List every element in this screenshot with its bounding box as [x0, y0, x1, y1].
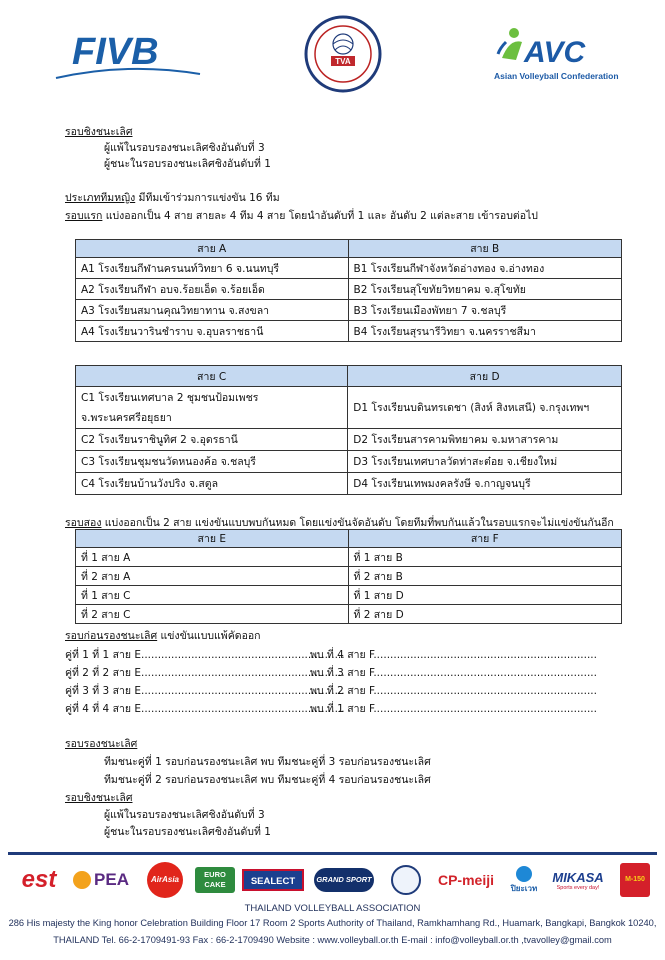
mikasa-text: MIKASA [552, 869, 604, 885]
quarter-pair-2-right: พบ ที่ 3 สาย F................................................................... [310, 667, 597, 679]
footer-divider [8, 852, 657, 855]
grandsport-text: GRAND SPORT [314, 868, 374, 892]
table-cell: D3 โรงเรียนเทศบาลวัดท่าสะต๋อย จ.เชียงใหม่ [348, 451, 622, 473]
sponsor-grandsport-logo [312, 862, 376, 898]
tva-seal [303, 14, 383, 94]
tva-badge-text: TVA [335, 57, 351, 66]
semi-title: รอบรองชนะเลิศ [65, 738, 138, 750]
table-cell: D1 โรงเรียนบดินทรเดชา (สิงห์ สิงหเสนี) จ.กรุงเทพฯ [348, 387, 622, 429]
round2-label: รอบสอง [65, 517, 102, 529]
avc-logo [492, 24, 632, 84]
final-title-bottom: รอบชิงชนะเลิศ [65, 792, 133, 804]
table-cell: C3 โรงเรียนชุมชนวัดหนองค้อ จ.ชลบุรี [76, 451, 348, 473]
mikasa-tagline: Sports every day! [556, 884, 600, 891]
table-cell: C1 โรงเรียนเทศบาล 2 ชุมชนป้อมเพชร จ.พระนครศรีอยุธยา [76, 387, 348, 429]
women-category [65, 189, 280, 206]
quarter-pair-4-right: พบ ที่ 1 สาย F................................................................... [310, 703, 597, 715]
sponsor-sat-seal-icon [388, 862, 424, 898]
round1-label: รอบแรก [65, 210, 103, 222]
pool-b-header: สาย B [348, 240, 621, 258]
sponsor-pea-logo [66, 862, 136, 898]
m150-text: M-150 [620, 863, 650, 897]
fivb-text: FIVB [72, 31, 159, 73]
pea-emblem-icon [73, 871, 91, 889]
pool-a-header: สาย A [76, 240, 349, 258]
final-line-bottom-2: ผู้ชนะในรอบรองชนะเลิศชิงอันดับที่ 1 [104, 826, 271, 838]
footer-address: 286 His majesty the King honor Celebration Building Floor 17 Room 2 Sports Authority of Thailand, Ramkhamhang Rd., Huamark, Bangkapi, Bangkok 10240, [8, 918, 657, 928]
table-cell: ที่ 2 สาย C [76, 605, 349, 624]
table-cell: D2 โรงเรียนสารคามพิทยาคม จ.มหาสารคาม [348, 429, 622, 451]
footer-org: THAILAND VOLLEYBALL ASSOCIATION [244, 903, 421, 914]
table-cell: ที่ 1 สาย B [348, 548, 622, 567]
quarter-pair-3-left: คู่ที่ 3 ที่ 3 สาย E............................................................. [65, 685, 345, 697]
round1-text: แบ่งออกเป็น 4 สาย สายละ 4 ทีม 4 สาย โดยนำอันดับที่ 1 และ อันดับ 2 แต่ละสาย เข้ารอบต่อไป [102, 210, 538, 222]
quarter-pair-4-left: คู่ที่ 4 ที่ 4 สาย E............................................................. [65, 703, 345, 715]
footer-contact: THAILAND Tel. 66-2-1709491-93 Fax : 66-2-1709490 Website : www.volleyball.or.th E-mail : info@volleyball.or.th ,tvavolley@gmail.com [53, 935, 612, 945]
final-line-top-2: ผู้ชนะในรอบรองชนะเลิศชิงอันดับที่ 1 [104, 158, 271, 170]
table-cell: ที่ 2 สาย D [348, 605, 622, 624]
table-cell: ที่ 2 สาย B [348, 567, 622, 586]
avc-mark: AVC [524, 36, 586, 69]
quarter-label: รอบก่อนรองชนะเลิศ [65, 630, 158, 642]
quarter-pair-1-left: คู่ที่ 1 ที่ 1 สาย E............................................................. [65, 649, 345, 661]
table-cell: C2 โรงเรียนราชินูทิศ 2 จ.อุดรธานี [76, 429, 348, 451]
women-category-text: มีทีมเข้าร่วมการแข่งขัน 16 ทีม [135, 192, 280, 204]
table-cell: A2 โรงเรียนกีฬา อบจ.ร้อยเอ็ด จ.ร้อยเอ็ด [76, 279, 349, 300]
quarter-pair-3-right: พบ ที่ 2 สาย F................................................................... [310, 685, 597, 697]
sponsor-airasia-logo [144, 862, 186, 898]
table-cell: ที่ 1 สาย A [76, 548, 349, 567]
table-cell: C4 โรงเรียนบ้านวังปริง จ.สตูล [76, 473, 348, 495]
sponsor-mikasa-logo [548, 862, 608, 898]
table-cell: A4 โรงเรียนวารินชำราบ จ.อุบลราชธานี [76, 321, 349, 342]
pool-ab-table [75, 239, 622, 342]
piyavat-cross-icon [516, 866, 532, 882]
round1-line [65, 207, 538, 224]
semi-line-2: ทีมชนะคู่ที่ 2 รอบก่อนรองชนะเลิศ พบ ทีมชนะคู่ที่ 4 รอบก่อนรองชนะเลิศ [104, 774, 431, 786]
table-cell: D4 โรงเรียนเทพมงคลรังษี จ.กาญจนบุรี [348, 473, 622, 495]
pool-c-header: สาย C [76, 366, 348, 387]
table-cell: A3 โรงเรียนสมานคุณวิทยาทาน จ.สงขลา [76, 300, 349, 321]
sponsor-est-logo: est [21, 866, 57, 893]
avc-name: Asian Volleyball Confederation [494, 71, 619, 81]
round2-text: แบ่งออกเป็น 2 สาย แข่งขันแบบพบกันหมด โดยแข่งขันจัดอันดับ โดยทีมที่พบกันแล้วในรอบแรกจะไม่แข่งขันกันอีก [101, 517, 614, 529]
table-cell: ที่ 2 สาย A [76, 567, 349, 586]
pool-d-header: สาย D [348, 366, 622, 387]
quarter-line [65, 627, 261, 644]
sponsor-piyavat-logo [506, 862, 542, 898]
semi-line-1: ทีมชนะคู่ที่ 1 รอบก่อนรองชนะเลิศ พบ ทีมชนะคู่ที่ 3 รอบก่อนรองชนะเลิศ [104, 756, 431, 768]
final-line-top-1: ผู้แพ้ในรอบรองชนะเลิศชิงอันดับที่ 3 [104, 142, 265, 154]
pool-ef-table [75, 529, 622, 624]
sponsor-eurocake-logo [194, 862, 236, 898]
women-category-label: ประเภททีมหญิง [65, 192, 136, 204]
table-cell: B4 โรงเรียนสุรนารีวิทยา จ.นครราชสีมา [348, 321, 621, 342]
final-line-bottom-1: ผู้แพ้ในรอบรองชนะเลิศชิงอันดับที่ 3 [104, 809, 265, 821]
fivb-logo [52, 22, 202, 84]
pool-cd-table [75, 365, 622, 495]
table-cell: A1 โรงเรียนกีฬานครนนท์วิทยา 6 จ.นนทบุรี [76, 258, 349, 279]
eurocake-text: EURO CAKE [195, 867, 235, 893]
quarter-text: แข่งขันแบบแพ้คัดออก [157, 630, 261, 642]
sealect-text: SEALECT [242, 869, 304, 891]
table-cell: ที่ 1 สาย C [76, 586, 349, 605]
quarter-pair-2-left: คู่ที่ 2 ที่ 2 สาย E............................................................. [65, 667, 345, 679]
pool-e-header: สาย E [76, 530, 349, 548]
sponsor-sealect-logo [241, 862, 305, 898]
table-cell: B1 โรงเรียนกีฬาจังหวัดอ่างทอง จ.อ่างทอง [348, 258, 621, 279]
piyavat-text: ปิยะเวท [510, 883, 538, 893]
table-cell: B2 โรงเรียนสุโขทัยวิทยาคม จ.สุโขทัย [348, 279, 621, 300]
sat-seal-icon [391, 865, 421, 895]
pool-f-header: สาย F [348, 530, 622, 548]
sponsor-m150-logo [618, 862, 652, 898]
airasia-text: AirAsia [147, 862, 183, 898]
sponsor-cpmeiji-logo: CP-meiji [437, 872, 494, 888]
table-cell: B3 โรงเรียนเมืองพัทยา 7 จ.ชลบุรี [348, 300, 621, 321]
pea-text: PEA [94, 870, 129, 889]
quarter-pair-1-right: พบ ที่ 4 สาย F................................................................... [310, 649, 597, 661]
final-title-top: รอบชิงชนะเลิศ [65, 126, 133, 138]
table-cell: ที่ 1 สาย D [348, 586, 622, 605]
